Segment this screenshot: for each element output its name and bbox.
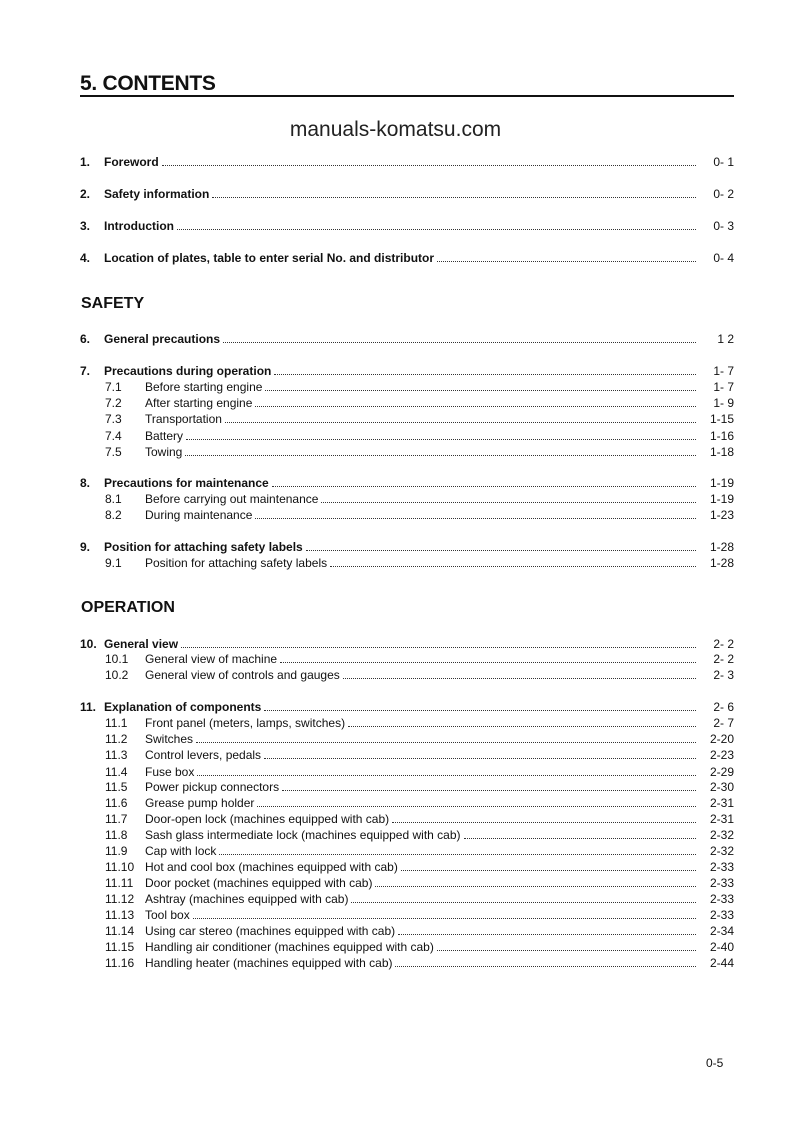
entry-page: 2-33 xyxy=(709,892,734,906)
dot-leader xyxy=(398,933,696,935)
entry-title: General view xyxy=(104,637,179,651)
dot-leader xyxy=(212,196,696,198)
entry-number: 11.1 xyxy=(105,716,128,730)
toc-entry[interactable] xyxy=(80,666,734,682)
entry-number: 11.13 xyxy=(105,908,135,922)
entry-number: 11.12 xyxy=(105,892,135,906)
entry-title: Explanation of components xyxy=(104,700,262,714)
toc-entry[interactable] xyxy=(80,378,734,394)
entry-number: 11.16 xyxy=(105,956,135,970)
entry-number: 1. xyxy=(80,155,91,169)
entry-page: 2-44 xyxy=(709,956,734,970)
entry-title: General view of controls and gauges xyxy=(145,668,340,682)
entry-title: Position for attaching safety labels xyxy=(104,540,303,554)
toc-entry[interactable] xyxy=(80,185,734,201)
entry-title: Door pocket (machines equipped with cab) xyxy=(145,876,373,890)
entry-page: 2-34 xyxy=(709,924,734,938)
toc-entry[interactable] xyxy=(80,842,734,858)
dot-leader xyxy=(321,501,696,503)
toc-entry[interactable] xyxy=(80,362,734,378)
toc-entry[interactable] xyxy=(80,746,734,762)
entry-number: 11.8 xyxy=(105,828,128,842)
entry-page: 2-31 xyxy=(709,796,734,810)
dot-leader xyxy=(343,677,696,679)
entry-title: Door-open lock (machines equipped with cab) xyxy=(145,812,390,826)
entry-page: 2-32 xyxy=(709,844,734,858)
dot-leader xyxy=(264,709,696,711)
entry-page: 2- 6 xyxy=(713,700,734,714)
dot-leader xyxy=(255,517,696,519)
toc-entry[interactable] xyxy=(80,217,734,233)
entry-number: 11.5 xyxy=(105,780,128,794)
dot-leader xyxy=(225,421,696,423)
entry-title: Introduction xyxy=(104,219,174,233)
entry-title: Transportation xyxy=(145,412,222,426)
entry-title: During maintenance xyxy=(145,508,253,522)
entry-title: Cap with lock xyxy=(145,844,217,858)
entry-page: 2-23 xyxy=(709,748,734,762)
entry-title: Switches xyxy=(145,732,194,746)
entry-number: 6. xyxy=(80,332,91,346)
entry-page: 0- 1 xyxy=(713,155,734,169)
dot-leader xyxy=(265,389,696,391)
entry-number: 9. xyxy=(80,540,91,554)
dot-leader xyxy=(375,885,696,887)
toc-entry[interactable] xyxy=(80,922,734,938)
entry-page: 2-32 xyxy=(709,828,734,842)
entry-number: 7.2 xyxy=(105,396,122,410)
toc-entry[interactable] xyxy=(80,635,734,651)
dot-leader xyxy=(330,565,696,567)
dot-leader xyxy=(280,661,696,663)
watermark-text: manuals-komatsu.com xyxy=(289,118,502,141)
page-number: 0-5 xyxy=(706,1056,724,1070)
entry-number: 11. xyxy=(80,700,97,714)
dot-leader xyxy=(282,789,696,791)
entry-title: Location of plates, table to enter serial No. and distributor xyxy=(104,251,435,265)
toc-entry[interactable] xyxy=(80,394,734,410)
entry-title: Safety information xyxy=(104,187,210,201)
entry-title: Ashtray (machines equipped with cab) xyxy=(145,892,349,906)
entry-number: 8.2 xyxy=(105,508,122,522)
entry-page: 2-33 xyxy=(709,876,734,890)
entry-number: 11.11 xyxy=(105,876,134,890)
entry-title: Battery xyxy=(145,429,184,443)
entry-title: Before starting engine xyxy=(145,380,263,394)
entry-number: 11.10 xyxy=(105,860,135,874)
entry-number: 7.5 xyxy=(105,445,122,459)
toc-entry[interactable] xyxy=(80,874,734,890)
entry-title: Sash glass intermediate lock (machines equipped with cab) xyxy=(145,828,461,842)
entry-title: Grease pump holder xyxy=(145,796,255,810)
entry-title: Fuse box xyxy=(145,765,195,779)
entry-title: Hot and cool box (machines equipped with cab) xyxy=(145,860,398,874)
entry-page: 1- 7 xyxy=(713,380,734,394)
dot-leader xyxy=(181,646,696,648)
entry-page: 2-40 xyxy=(709,940,734,954)
toc-entry[interactable] xyxy=(80,810,734,826)
dot-leader xyxy=(272,485,696,487)
toc-entry[interactable] xyxy=(80,538,734,554)
entry-number: 10.1 xyxy=(105,652,129,666)
entry-number: 7.4 xyxy=(105,429,122,443)
section-heading: SAFETY xyxy=(81,295,145,312)
toc-entry[interactable] xyxy=(80,954,734,970)
entry-title: General precautions xyxy=(104,332,221,346)
toc-entry[interactable] xyxy=(80,763,734,779)
entry-number: 8.1 xyxy=(105,492,122,506)
toc-entry[interactable] xyxy=(80,506,734,522)
entry-page: 1-18 xyxy=(709,445,734,459)
entry-title: Precautions during operation xyxy=(104,364,272,378)
entry-title: Handling air conditioner (machines equipped with cab) xyxy=(145,940,434,954)
entry-page: 1-23 xyxy=(709,508,734,522)
dot-leader xyxy=(274,373,696,375)
entry-page: 1-19 xyxy=(709,492,734,506)
entry-page: 2-31 xyxy=(709,812,734,826)
entry-page: 2- 7 xyxy=(713,716,734,730)
title-underline xyxy=(80,95,734,97)
toc-entry[interactable] xyxy=(80,153,734,169)
entry-number: 7. xyxy=(80,364,91,378)
entry-number: 10.2 xyxy=(105,668,129,682)
entry-number: 3. xyxy=(80,219,91,233)
dot-leader xyxy=(177,228,696,230)
dot-leader xyxy=(392,821,696,823)
entry-number: 9.1 xyxy=(105,556,122,570)
entry-number: 11.3 xyxy=(105,748,128,762)
entry-page: 2-29 xyxy=(709,765,734,779)
dot-leader xyxy=(437,949,696,951)
entry-title: Precautions for maintenance xyxy=(104,476,269,490)
entry-number: 8. xyxy=(80,476,91,490)
dot-leader xyxy=(223,341,696,343)
entry-title: Foreword xyxy=(104,155,159,169)
toc-entry[interactable] xyxy=(80,794,734,810)
dot-leader xyxy=(185,454,696,456)
dot-leader xyxy=(193,917,696,919)
entry-page: 1- 9 xyxy=(713,396,734,410)
entry-title: Tool box xyxy=(145,908,190,922)
dot-leader xyxy=(162,164,696,166)
entry-page: 1- 7 xyxy=(713,364,734,378)
entry-page: 0- 4 xyxy=(713,251,734,265)
toc-entry[interactable] xyxy=(80,249,734,265)
entry-page: 2- 2 xyxy=(713,637,734,651)
entry-number: 11.6 xyxy=(105,796,128,810)
toc-entry[interactable] xyxy=(80,826,734,842)
toc-entry[interactable] xyxy=(80,427,734,443)
page-title: 5. CONTENTS xyxy=(80,72,216,95)
dot-leader xyxy=(255,405,696,407)
entry-number: 4. xyxy=(80,251,91,265)
toc-entry[interactable] xyxy=(80,714,734,730)
dot-leader xyxy=(306,549,696,551)
entry-number: 10. xyxy=(80,637,97,651)
toc-entry[interactable] xyxy=(80,443,734,459)
toc-entry[interactable] xyxy=(80,938,734,954)
dot-leader xyxy=(219,853,696,855)
entry-title: Front panel (meters, lamps, switches) xyxy=(145,716,346,730)
entry-page: 1 2 xyxy=(717,332,734,346)
entry-page: 0- 3 xyxy=(713,219,734,233)
entry-page: 2-20 xyxy=(709,732,734,746)
entry-number: 11.14 xyxy=(105,924,135,938)
dot-leader xyxy=(197,774,696,776)
toc-entry[interactable] xyxy=(80,778,734,794)
entry-number: 11.15 xyxy=(105,940,135,954)
dot-leader xyxy=(401,869,696,871)
entry-title: Control levers, pedals xyxy=(145,748,262,762)
entry-title: Power pickup connectors xyxy=(145,780,280,794)
entry-number: 2. xyxy=(80,187,91,201)
entry-page: 2-33 xyxy=(709,908,734,922)
dot-leader xyxy=(257,805,696,807)
dot-leader xyxy=(264,757,696,759)
entry-number: 7.3 xyxy=(105,412,122,426)
toc-entry[interactable] xyxy=(80,410,734,426)
toc-entry[interactable] xyxy=(80,730,734,746)
toc-entry[interactable] xyxy=(80,650,734,666)
entry-title: Towing xyxy=(145,445,183,459)
entry-page: 0- 2 xyxy=(713,187,734,201)
entry-page: 1-15 xyxy=(709,412,734,426)
entry-page: 2- 3 xyxy=(713,668,734,682)
entry-page: 2- 2 xyxy=(713,652,734,666)
toc-entry[interactable] xyxy=(80,698,734,714)
entry-page: 1-28 xyxy=(709,556,734,570)
entry-number: 11.9 xyxy=(105,844,128,858)
toc-entry[interactable] xyxy=(80,474,734,490)
entry-title: General view of machine xyxy=(145,652,278,666)
entry-number: 11.4 xyxy=(105,765,128,779)
toc-entry[interactable] xyxy=(80,490,734,506)
entry-title: Using car stereo (machines equipped with cab) xyxy=(145,924,396,938)
entry-page: 2-33 xyxy=(709,860,734,874)
dot-leader xyxy=(351,901,696,903)
toc-entry[interactable] xyxy=(80,890,734,906)
dot-leader xyxy=(464,837,697,839)
toc-entry[interactable] xyxy=(80,330,734,346)
toc-entry[interactable] xyxy=(80,906,734,922)
entry-title: Position for attaching safety labels xyxy=(145,556,328,570)
entry-title: After starting engine xyxy=(145,396,253,410)
dot-leader xyxy=(186,438,696,440)
entry-page: 1-16 xyxy=(709,429,734,443)
dot-leader xyxy=(348,725,696,727)
section-heading: OPERATION xyxy=(81,599,175,616)
entry-number: 11.7 xyxy=(105,812,128,826)
entry-number: 7.1 xyxy=(105,380,122,394)
entry-title: Before carrying out maintenance xyxy=(145,492,319,506)
dot-leader xyxy=(395,965,696,967)
entry-page: 1-19 xyxy=(709,476,734,490)
dot-leader xyxy=(196,741,696,743)
entry-number: 11.2 xyxy=(105,732,128,746)
toc-entry[interactable] xyxy=(80,858,734,874)
dot-leader xyxy=(437,260,696,262)
toc-entry[interactable] xyxy=(80,554,734,570)
entry-page: 2-30 xyxy=(709,780,734,794)
entry-page: 1-28 xyxy=(709,540,734,554)
entry-title: Handling heater (machines equipped with cab) xyxy=(145,956,393,970)
